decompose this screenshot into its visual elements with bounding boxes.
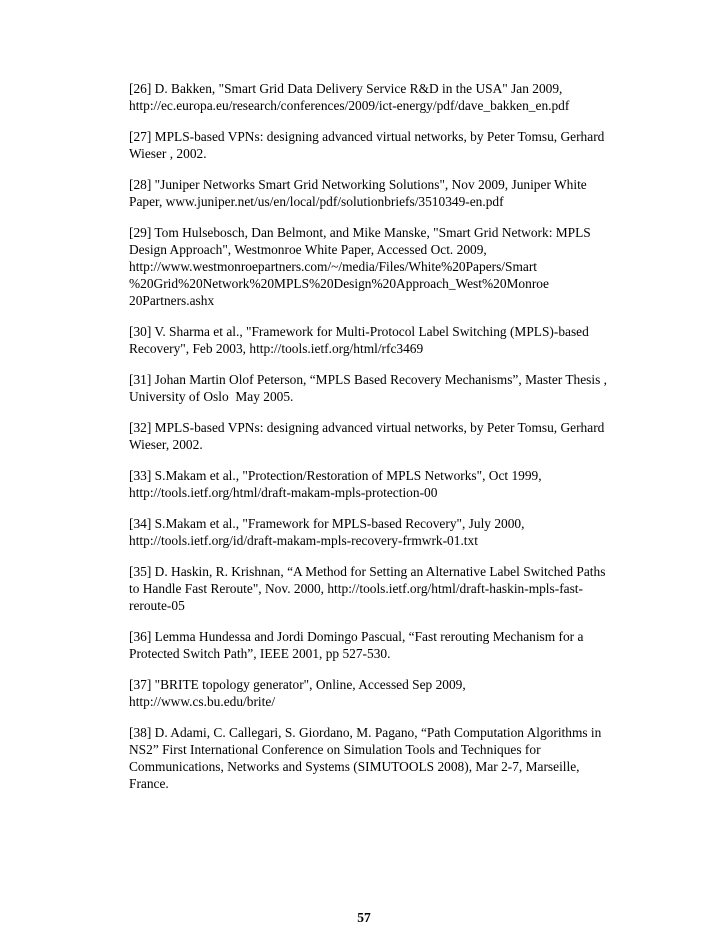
reference-entry-31 <box>129 371 649 405</box>
reference-entry-26 <box>129 80 649 114</box>
reference-line: Wieser, 2002. <box>129 437 203 452</box>
reference-line: [27] MPLS-based VPNs: designing advanced virtual networks, by Peter Tomsu, Gerhard <box>129 129 605 144</box>
reference-line: Paper, www.juniper.net/us/en/local/pdf/solutionbriefs/3510349-en.pdf <box>129 194 504 209</box>
page-number: 57 <box>357 910 371 925</box>
reference-entry-34 <box>129 515 649 549</box>
reference-line: [29] Tom Hulsebosch, Dan Belmont, and Mike Manske, "Smart Grid Network: MPLS <box>129 225 591 240</box>
reference-line: University of Oslo May 2005. <box>129 389 294 404</box>
reference-line: [30] V. Sharma et al., "Framework for Multi-Protocol Label Switching (MPLS)-based <box>129 324 589 339</box>
reference-line: [35] D. Haskin, R. Krishnan, “A Method for Setting an Alternative Label Switched Paths <box>129 564 606 579</box>
reference-line: %20Grid%20Network%20MPLS%20Design%20Approach_West%20Monroe <box>129 276 549 291</box>
reference-line: Protected Switch Path”, IEEE 2001, pp 527-530. <box>129 646 391 661</box>
reference-entry-27 <box>129 128 649 162</box>
reference-line: [36] Lemma Hundessa and Jordi Domingo Pascual, “Fast rerouting Mechanism for a <box>129 629 584 644</box>
reference-entry-33 <box>129 467 649 501</box>
reference-line: [31] Johan Martin Olof Peterson, “MPLS Based Recovery Mechanisms”, Master Thesis , <box>129 372 608 387</box>
reference-entry-35 <box>129 563 649 614</box>
reference-line: 20Partners.ashx <box>129 293 215 308</box>
reference-line: NS2” First International Conference on Simulation Tools and Techniques for <box>129 742 541 757</box>
reference-line: http://tools.ietf.org/html/draft-makam-mpls-protection-00 <box>129 485 438 500</box>
reference-list <box>129 80 649 806</box>
reference-line: [34] S.Makam et al., "Framework for MPLS-based Recovery", July 2000, <box>129 516 525 531</box>
reference-line: http://www.westmonroepartners.com/~/media/Files/White%20Papers/Smart <box>129 259 538 274</box>
reference-line: reroute-05 <box>129 598 185 613</box>
reference-entry-37 <box>129 676 649 710</box>
reference-line: [33] S.Makam et al., "Protection/Restoration of MPLS Networks", Oct 1999, <box>129 468 542 483</box>
reference-line: [28] "Juniper Networks Smart Grid Networking Solutions", Nov 2009, Juniper White <box>129 177 587 192</box>
reference-entry-30 <box>129 323 649 357</box>
reference-line: Communications, Networks and Systems (SIMUTOOLS 2008), Mar 2-7, Marseille, <box>129 759 580 774</box>
reference-line: http://ec.europa.eu/research/conferences/2009/ict-energy/pdf/dave_bakken_en.pdf <box>129 98 570 113</box>
reference-line: [38] D. Adami, C. Callegari, S. Giordano, M. Pagano, “Path Computation Algorithms in <box>129 725 602 740</box>
reference-entry-29 <box>129 224 649 309</box>
reference-line: to Handle Fast Reroute", Nov. 2000, http://tools.ietf.org/html/draft-haskin-mpls-fast- <box>129 581 583 596</box>
reference-entry-32 <box>129 419 649 453</box>
reference-line: [37] "BRITE topology generator", Online, Accessed Sep 2009, <box>129 677 466 692</box>
reference-entry-38 <box>129 724 649 792</box>
reference-line: Recovery", Feb 2003, http://tools.ietf.org/html/rfc3469 <box>129 341 424 356</box>
reference-line: Wieser , 2002. <box>129 146 207 161</box>
reference-line: [26] D. Bakken, "Smart Grid Data Delivery Service R&D in the USA" Jan 2009, <box>129 81 563 96</box>
reference-line: http://www.cs.bu.edu/brite/ <box>129 694 276 709</box>
reference-entry-36 <box>129 628 649 662</box>
reference-line: France. <box>129 776 169 791</box>
reference-line: [32] MPLS-based VPNs: designing advanced virtual networks, by Peter Tomsu, Gerhard <box>129 420 605 435</box>
reference-entry-28 <box>129 176 649 210</box>
reference-line: Design Approach", Westmonroe White Paper, Accessed Oct. 2009, <box>129 242 487 257</box>
reference-line: http://tools.ietf.org/id/draft-makam-mpls-recovery-frmwrk-01.txt <box>129 533 478 548</box>
